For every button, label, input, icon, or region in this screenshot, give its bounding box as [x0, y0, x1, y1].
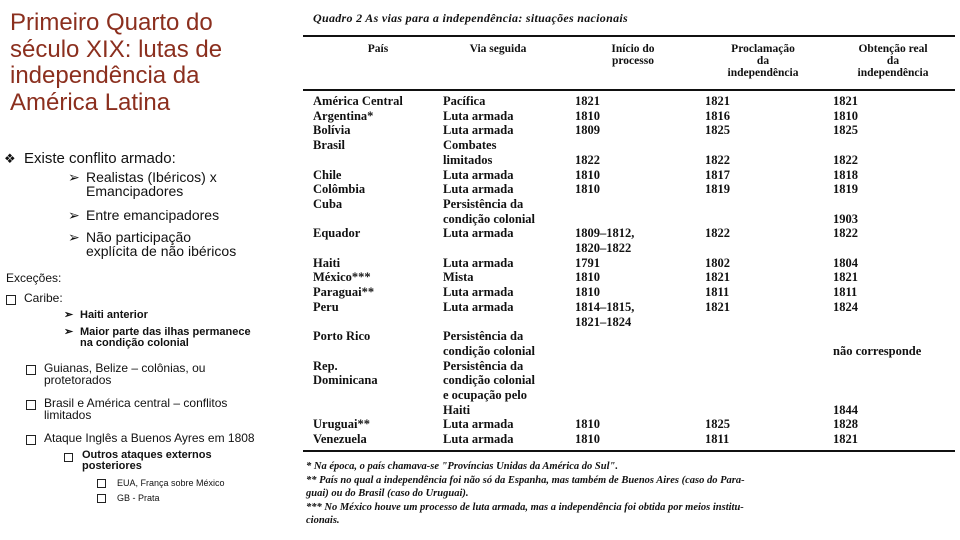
- table-row: [313, 226, 953, 240]
- table-row: [313, 417, 953, 431]
- bullet-main: ❖ Existe conflito armado:: [4, 150, 176, 167]
- table-row: [313, 300, 953, 314]
- caribe-subitem: ➢ Maior parte das ilhas permanece na condição colonial: [64, 326, 251, 349]
- table-cell: Luta armada: [443, 123, 514, 138]
- arrow-bullet-icon: ➢: [68, 229, 80, 245]
- table-header-rule: [303, 89, 955, 91]
- header-via: Via seguida: [469, 43, 527, 55]
- table-footnote: * Na época, o país chamava-se "Províncias Unidas da América do Sul".: [306, 461, 618, 472]
- table-row: [313, 94, 953, 108]
- header-inicio: Início do processo: [611, 43, 655, 67]
- table-cell: 1811: [705, 285, 730, 300]
- table-cell: Dominicana: [313, 373, 378, 388]
- table-cell: 1822: [705, 152, 730, 167]
- table-cell: América Central: [313, 94, 403, 108]
- sub-bullet: ➢ Entre emancipadores: [68, 207, 220, 223]
- table-cell: Persistência da: [443, 358, 524, 373]
- table-cell: Luta armada: [443, 417, 514, 432]
- table-cell: Luta armada: [443, 285, 514, 300]
- table-cell: 1811: [833, 285, 858, 300]
- table-row: [313, 403, 953, 417]
- table-cell: não corresponde: [833, 343, 922, 358]
- table-cell: 1821–1824: [575, 314, 632, 329]
- table-row: [313, 315, 953, 329]
- excecoes-label: Exceções:: [6, 271, 62, 285]
- table-cell: 1791: [575, 255, 600, 270]
- checkbox-bullet-icon: [97, 479, 106, 488]
- table-cell: 1822: [833, 226, 858, 241]
- table-footnote: ** País no qual a independência foi não só da Espanha, mas também de Buenos Aires (caso do Para-: [306, 474, 745, 486]
- table-cell: 1817: [705, 167, 730, 182]
- checkbox-bullet-icon: [97, 494, 106, 503]
- table-row: [313, 197, 953, 211]
- table-cell: 1819: [833, 182, 858, 197]
- table-cell: 1810: [575, 167, 600, 182]
- table-cell: 1903: [833, 211, 858, 226]
- table-cell: 1811: [705, 432, 730, 447]
- table-cell: 1821: [575, 94, 600, 108]
- table-cell: 1825: [705, 417, 730, 432]
- table-footnote: guai) ou do Brasil (caso do Uruguai).: [306, 488, 469, 499]
- table-cell: Equador: [313, 226, 361, 241]
- table-cell: 1810: [575, 417, 600, 432]
- table-row: [313, 388, 953, 402]
- table-cell: Luta armada: [443, 167, 514, 182]
- table-footnote: *** No México houve um processo de luta armada, mas a independência foi obtida por meios institu-: [306, 501, 744, 513]
- table-row: [313, 153, 953, 167]
- table-cell: 1821: [833, 94, 858, 108]
- checkbox-bullet-icon: [64, 453, 73, 462]
- table-row: [313, 359, 953, 373]
- table-cell: Luta armada: [443, 108, 514, 123]
- table-cell: 1810: [575, 182, 600, 197]
- table-cell: 1810: [575, 108, 600, 123]
- table-cell: Brasil: [313, 138, 345, 153]
- table-footnote: cionais.: [306, 515, 340, 526]
- table-cell: 1804: [833, 255, 858, 270]
- table-cell: 1822: [833, 152, 858, 167]
- table-cell: Venezuela: [313, 432, 367, 447]
- table-cell: Mista: [443, 270, 474, 285]
- table-row: [313, 138, 953, 152]
- sub-bullet: ➢ Não participação explícita de não ibéricos: [68, 229, 237, 259]
- table-cell: 1821: [833, 270, 858, 285]
- table-bottom-rule: [303, 450, 955, 452]
- table-cell: Luta armada: [443, 182, 514, 197]
- table-cell: 1821: [833, 432, 858, 447]
- table-cell: Persistência da: [443, 329, 524, 344]
- table-row: [313, 270, 953, 284]
- table-cell: 1818: [833, 167, 858, 182]
- table-cell: Colômbia: [313, 182, 366, 197]
- caribe-item: Caribe:: [24, 292, 63, 304]
- brasil-item: Brasil e América central – conflitos limitados: [44, 397, 227, 421]
- table-row: [313, 212, 953, 226]
- sub-bullet: ➢ Realistas (Ibéricos) x Emancipadores: [68, 169, 217, 199]
- table-cell: México***: [313, 270, 371, 285]
- table-row: [313, 285, 953, 299]
- table-cell: Rep.: [313, 358, 338, 373]
- slide-title: Primeiro Quarto do século XIX: lutas de independência da América Latina: [10, 9, 223, 116]
- table-row: [313, 373, 953, 387]
- table-cell: 1825: [833, 123, 858, 138]
- table-cell: Bolívia: [313, 123, 351, 138]
- table-cell: 1821: [705, 270, 730, 285]
- table-cell: 1810: [575, 270, 600, 285]
- header-obtencao: Obtenção real da independência: [857, 43, 929, 79]
- table-cell: 1802: [705, 255, 730, 270]
- table-cell: Cuba: [313, 196, 343, 211]
- slide-text-panel: [0, 0, 295, 540]
- table-cell: 1825: [705, 123, 730, 138]
- table-cell: 1824: [833, 299, 858, 314]
- header-pais: País: [367, 43, 389, 55]
- table-cell: 1810: [575, 432, 600, 447]
- table-row: [313, 241, 953, 255]
- arrow-bullet-icon: ➢: [68, 207, 80, 223]
- table-row: [313, 123, 953, 137]
- guianas-item: Guianas, Belize – colônias, ou protetorados: [44, 362, 205, 386]
- table-cell: Luta armada: [443, 432, 514, 447]
- table-row: [313, 109, 953, 123]
- arrow-bullet-icon: ➢: [68, 169, 80, 185]
- table-cell: 1809–1812,: [575, 226, 635, 241]
- checkbox-bullet-icon: [26, 400, 36, 410]
- ataque-item: Ataque Inglês a Buenos Ayres em 1808: [44, 432, 255, 444]
- caribe-subitem: ➢ Haiti anterior: [64, 309, 148, 321]
- table-cell: Haiti: [313, 255, 341, 270]
- table-row: [313, 256, 953, 270]
- table-cell: limitados: [443, 152, 493, 167]
- table-cell: Paraguai**: [313, 285, 375, 300]
- table-cell: Chile: [313, 167, 342, 182]
- table-cell: Luta armada: [443, 226, 514, 241]
- table-cell: 1810: [575, 285, 600, 300]
- table-cell: 1809: [575, 123, 600, 138]
- table-cell: 1821: [705, 299, 730, 314]
- arrow-bullet-icon: ➢: [64, 326, 74, 338]
- table-row: [313, 168, 953, 182]
- table-cell: condição colonial: [443, 343, 536, 358]
- table-row: [313, 182, 953, 196]
- table-cell: 1828: [833, 417, 858, 432]
- table-cell: Peru: [313, 299, 339, 314]
- table-cell: Uruguai**: [313, 417, 370, 432]
- table-cell: condição colonial: [443, 211, 536, 226]
- table-title: Quadro 2 As vias para a independência: situações nacionais: [313, 11, 628, 25]
- checkbox-bullet-icon: [26, 365, 36, 375]
- table-cell: 1816: [705, 108, 730, 123]
- table-cell: Haiti: [443, 402, 471, 417]
- table-cell: Argentina*: [313, 108, 374, 123]
- table-row: [313, 329, 953, 343]
- table-cell: 1821: [705, 94, 730, 108]
- header-proclamacao: Proclamação da independência: [727, 43, 799, 79]
- checkbox-bullet-icon: [6, 295, 16, 305]
- table-cell: 1810: [833, 108, 858, 123]
- arrow-bullet-icon: ➢: [64, 309, 74, 321]
- table-row: [313, 432, 953, 446]
- table-cell: Pacífica: [443, 94, 486, 108]
- checkbox-bullet-icon: [26, 435, 36, 445]
- table-cell: 1820–1822: [575, 241, 632, 255]
- outros-subitem: EUA, França sobre México: [117, 478, 225, 488]
- table-cell: Persistência da: [443, 196, 524, 211]
- table-cell: 1822: [575, 152, 600, 167]
- outros-subitem: GB - Prata: [117, 493, 160, 503]
- table-cell: 1822: [705, 226, 730, 241]
- table-cell: 1844: [833, 402, 858, 417]
- table-cell: Luta armada: [443, 299, 514, 314]
- scanned-table-image: [303, 5, 955, 535]
- table-top-rule: [303, 35, 955, 37]
- outros-item: Outros ataques externos posteriores: [82, 450, 212, 472]
- table-cell: condição colonial: [443, 373, 536, 388]
- table-cell: 1814–1815,: [575, 299, 635, 314]
- table-cell: Combates: [443, 138, 497, 153]
- table-cell: 1819: [705, 182, 730, 197]
- table-cell: e ocupação pelo: [443, 388, 528, 402]
- table-row: [313, 344, 953, 358]
- table-cell: Luta armada: [443, 255, 514, 270]
- diamond-bullet-icon: ❖: [4, 151, 16, 166]
- table-cell: Porto Rico: [313, 329, 371, 344]
